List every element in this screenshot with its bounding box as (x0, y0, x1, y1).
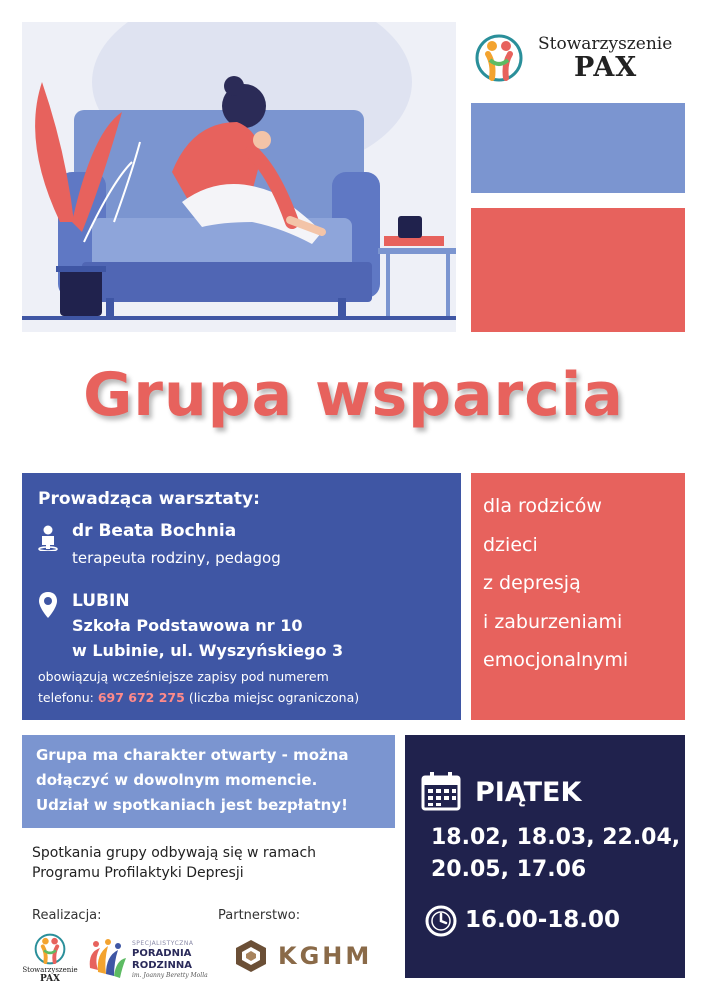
open-group-box (22, 735, 395, 828)
pax-logo (470, 28, 690, 88)
poradnia-line2: PORADNIA (132, 948, 192, 959)
poradnia-line1: SPECJALISTYCZNA (132, 940, 194, 947)
audience-line: dzieci (483, 534, 538, 556)
open-group-line: dołączyć w dowolnym momencie. (36, 771, 318, 789)
poradnia-rodzinna-logo (84, 938, 214, 984)
pax-logo-mark-icon (474, 32, 524, 84)
program-line1: Spotkania grupy odbywają się w ramach (32, 845, 317, 861)
schedule-box (405, 735, 685, 978)
pax-logo-small (22, 932, 78, 984)
poradnia-line4: im. Joanny Beretty Molla (132, 972, 208, 979)
pax-small-line2: PAX (39, 974, 61, 984)
location-pin-icon (38, 591, 58, 619)
audience-box (471, 473, 685, 720)
audience-line: i zaburzeniami (483, 611, 623, 633)
decorative-red-block (471, 208, 685, 332)
meeting-dates-line1: 18.02, 18.03, 22.04, (431, 825, 681, 850)
open-group-line: Grupa ma charakter otwarty - można (36, 746, 349, 764)
audience-line: dla rodziców (483, 495, 602, 517)
calendar-icon (421, 771, 461, 811)
poradnia-line3: RODZINNA (132, 960, 192, 971)
phone-number[interactable]: 697 672 275 (97, 690, 185, 705)
meeting-day: PIĄTEK (475, 777, 582, 808)
open-group-line: Udział w spotkaniach jest bezpłatny! (36, 796, 348, 814)
audience-line: emocjonalnymi (483, 649, 629, 671)
address-line1: Szkoła Podstawowa nr 10 (72, 616, 303, 635)
registration-note-line1: obowiązują wcześniejsze zapisy pod numerem (38, 669, 329, 684)
org-name-line2: PAX (574, 52, 638, 83)
page-title: Grupa wsparcia (83, 360, 624, 430)
decorative-blue-block (471, 103, 685, 193)
pax-small-line1: Stowarzyszenie (22, 966, 78, 974)
registration-note-line2 (38, 690, 359, 705)
org-name-line1: Stowarzyszenie (538, 34, 673, 54)
audience-line: z depresją (483, 572, 581, 594)
realization-label: Realizacja: (32, 908, 102, 923)
poradnia-logo-mark-icon (84, 938, 128, 982)
meeting-dates-line2: 20.05, 17.06 (431, 857, 587, 882)
registration-note-suffix: (liczba miejsc ograniczona) (188, 690, 360, 705)
kghm-logo-mark-icon (234, 938, 268, 974)
pax-logo-small-mark-icon (28, 932, 72, 966)
address-line2: w Lubinie, ul. Wyszyńskiego 3 (72, 641, 344, 660)
city: LUBIN (72, 591, 130, 611)
person-icon (38, 525, 58, 551)
facilitator-name: dr Beata Bochnia (72, 521, 237, 541)
kghm-logo (234, 936, 374, 976)
illustration-sad-woman-on-sofa (22, 22, 456, 332)
partnership-label: Partnerstwo: (218, 908, 301, 923)
facilitator-heading: Prowadząca warsztaty: (38, 489, 260, 509)
clock-icon (425, 905, 457, 937)
facilitator-info-box (22, 473, 461, 720)
program-line2: Programu Profilaktyki Depresji (32, 865, 244, 881)
facilitator-role: terapeuta rodziny, pedagog (72, 549, 281, 567)
registration-note-prefix: telefonu: (38, 690, 94, 705)
partner-name: KGHM (278, 942, 373, 970)
meeting-time: 16.00-18.00 (465, 907, 621, 933)
